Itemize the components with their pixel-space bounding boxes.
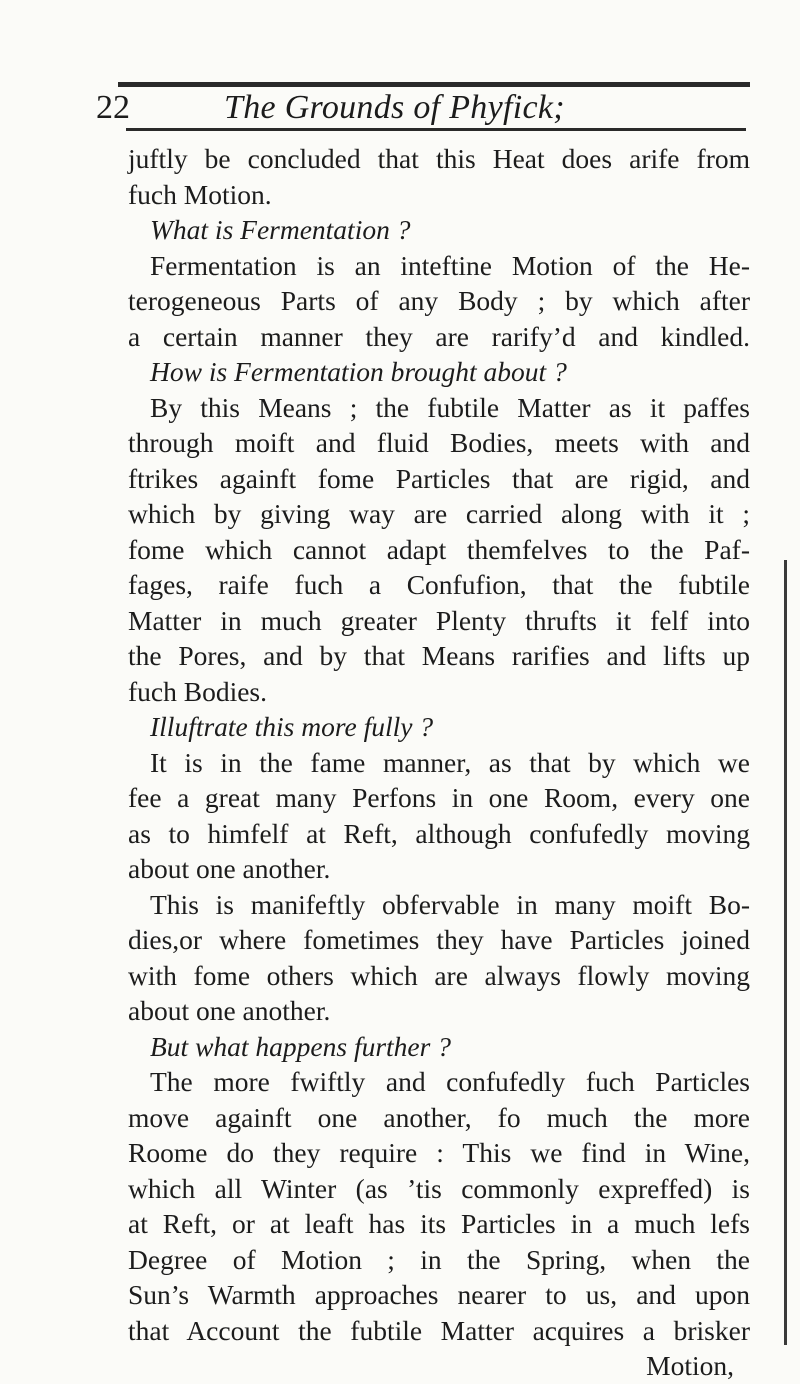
paragraph-first-line: By this Means ; the fubtile Matter as it paffes: [150, 391, 750, 423]
text-line: fee a great many Perfons in one Room, every one: [128, 782, 750, 813]
text-line: through moift and fluid Bodies, meets with and: [128, 427, 750, 458]
text-line: terogeneous Parts of any Body ; by which after: [128, 285, 750, 316]
text-line: about one another.: [128, 853, 331, 884]
text-line: as to himfelf at Reft, although confufedly moving: [128, 817, 750, 849]
question-line: Illuftrate this more fully ?: [150, 711, 434, 742]
running-header: [96, 88, 746, 128]
text-line: the Pores, and by that Means rarifies and lifts up: [128, 640, 750, 671]
paragraph-first-line: Fermentation is an inteftine Motion of the He-: [150, 249, 750, 281]
text-line: Degree of Motion ; in the Spring, when the: [128, 1243, 750, 1275]
paragraph-first-line: It is in the fame manner, as that by which we: [150, 746, 750, 778]
catchword: Motion,: [646, 1350, 734, 1381]
text-line: a certain manner they are rarify’d and kindled.: [128, 320, 750, 352]
text-line: juftly be concluded that this Heat does arife from: [128, 143, 750, 174]
paragraph-first-line: The more fwiftly and confufedly fuch Particles: [150, 1066, 750, 1097]
text-line: which by giving way are carried along with it ;: [128, 498, 750, 529]
text-line: at Reft, or at leaft has its Particles in a much lefs: [128, 1208, 750, 1239]
page-number: 22: [96, 89, 130, 126]
text-line: dies,or where fometimes they have Particles joined: [128, 924, 750, 955]
page-text: [128, 141, 750, 1384]
text-line: Roome do they require : This we find in Wine,: [128, 1137, 750, 1168]
text-line: that Account the fubtile Matter acquires a brisker: [128, 1314, 750, 1346]
page-edge: [784, 560, 787, 1345]
text-line: fuch Motion.: [128, 178, 272, 210]
text-line: ftrikes againft fome Particles that are rigid, and: [128, 462, 750, 494]
text-line: move againft one another, fo much the more: [128, 1101, 750, 1133]
text-line: fages, raife fuch a Confufion, that the fubtile: [128, 569, 750, 600]
text-line: with fome others which are always flowly moving: [128, 959, 750, 991]
text-line: Matter in much greater Plenty thrufts it felf into: [128, 604, 750, 636]
header-rule: [126, 128, 746, 131]
text-line: which all Winter (as ’tis commonly expreffed) is: [128, 1172, 750, 1204]
top-border: [118, 82, 750, 87]
text-line: fome which cannot adapt themfelves to the Paf-: [128, 533, 750, 565]
text-line: fuch Bodies.: [128, 675, 268, 707]
question-line: What is Fermentation ?: [150, 214, 411, 245]
question-line: How is Fermentation brought about ?: [150, 356, 567, 387]
question-line: But what happens further ?: [150, 1030, 451, 1062]
paragraph-first-line: This is manifeftly obfervable in many moift Bo-: [150, 888, 750, 920]
running-title: The Grounds of Phyfick;: [224, 89, 565, 126]
text-line: about one another.: [128, 995, 331, 1026]
text-line: Sun’s Warmth approaches nearer to us, and upon: [128, 1279, 750, 1310]
